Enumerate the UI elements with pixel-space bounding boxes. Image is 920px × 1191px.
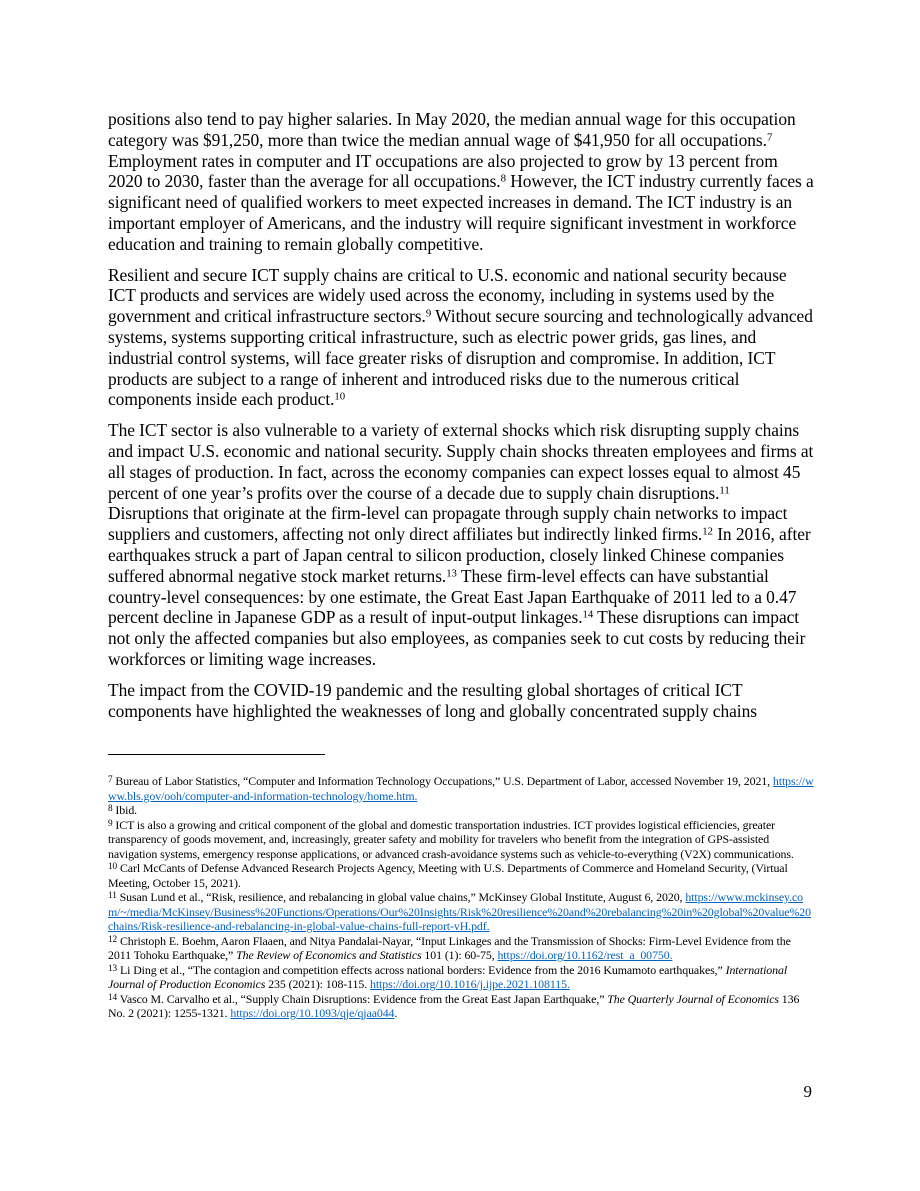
text-run: Resilient and secure ICT supply chains are critical to U.S. economic and national security because ICT products and services are widely used across the economy, including in systems used by the government and critical infrastructure sectors. [108, 264, 787, 327]
citation-link[interactable]: https://www.bls.gov/ooh/computer-and-information-technology/home.htm. [108, 774, 814, 803]
footnote-reference: 7 [108, 774, 113, 785]
footnote-reference: 8 [108, 803, 113, 814]
text-run: Vasco M. Carvalho et al., “Supply Chain Disruptions: Evidence from the Great East Japan Earthquake,” [117, 991, 608, 1006]
text-run: In 2016, after earthquakes struck a part of Japan central to silicon production, closely linked Chinese companies suffered abnormal negative stock market returns. [108, 524, 811, 586]
footnote-reference: 8 [500, 173, 506, 185]
body-paragraph [108, 265, 814, 411]
text-run: Carl McCants of Defense Advanced Research Projects Agency, Meeting with U.S. Departments of Commerce and Homeland Security, (Virtual Meeting, October 15, 2021). [108, 861, 788, 890]
footnote-reference: 13 [446, 567, 457, 580]
text-run: 136 No. 2 (2021): 1255-1321. [108, 991, 800, 1020]
footnotes [108, 774, 814, 1021]
text-run: 235 (2021): 108-115. [265, 977, 370, 991]
body-paragraph [108, 680, 814, 722]
footnote [108, 992, 814, 1021]
footnote-reference: 10 [108, 861, 118, 872]
footnote-reference: 9 [108, 818, 113, 829]
text-run: Li Ding et al., “The contagion and competition effects across national borders: Evidence from the 2016 Kumamoto earthquakes,” [117, 962, 726, 977]
publication-title: The Quarterly Journal of Economics [607, 991, 779, 1006]
text-run: 101 (1): 60-75, [421, 948, 498, 962]
text-run: Employment rates in computer and IT occupations are also projected to grow by 13 percent from 2020 to 2030, faster than the average for all occupations. [108, 150, 778, 192]
publication-title: The Review of Economics and Statistics [236, 948, 422, 962]
footnote-separator [108, 754, 325, 755]
citation-link[interactable]: https://doi.org/10.1162/rest_a_00750. [497, 948, 673, 962]
body-text [108, 109, 814, 731]
footnote-reference: 11 [108, 890, 117, 901]
text-run: positions also tend to pay higher salaries. In May 2020, the median annual wage for this occupation category was $91,250, more than twice the median annual wage of $41,950 for all occupations. [108, 109, 796, 150]
citation-link[interactable]: https://doi.org/10.1016/j.ijpe.2021.108115. [370, 977, 570, 991]
footnote-reference: 12 [702, 525, 713, 538]
footnote [108, 774, 814, 803]
text-run: The impact from the COVID-19 pandemic and the resulting global shortages of critical ICT components have highlighted the weaknesses of long and globally concentrated supply chains [108, 679, 757, 721]
text-run: However, the ICT industry currently faces a significant need of qualified workers to meet expected increases in demand. The ICT industry is an important employer of Americans, and the industry will require significant investment in workforce education and training to remain globally competitive. [108, 171, 814, 254]
footnote-reference: 14 [108, 992, 118, 1003]
footnote-reference: 13 [108, 963, 118, 974]
footnote-reference: 14 [582, 608, 594, 621]
footnote [108, 803, 814, 818]
page-number: 9 [803, 1082, 812, 1101]
text-run: The ICT sector is also vulnerable to a variety of external shocks which risk disrupting supply chains and impact U.S. economic and national security. Supply chain shocks threaten employees and firms at all stages of production. In fact, across the economy companies can expect losses equal to almost 45 percent of one year’s profits over the course of a decade due to supply chain disruptions. [108, 420, 814, 503]
footnote [108, 890, 814, 934]
text-run: . [394, 1006, 398, 1020]
body-paragraph [108, 420, 814, 670]
publication-title: International Journal of Production Economics [108, 962, 788, 991]
footnote-reference: 11 [719, 484, 730, 497]
footnote [108, 963, 814, 992]
text-run: ICT is also a growing and critical component of the global and domestic transportation industries. ICT provides logistical efficiencies, greater transparency of goods movement, and, increasingly, greater safety and mobility for travelers who benefit from the integration of GPS-assisted navigation systems, emergency response applications, or advanced crash-avoidance systems such as vehicle-to-everything (V2X) communications. [108, 817, 794, 861]
footnote-reference: 10 [334, 390, 346, 403]
text-run: These firm-level effects can have substantial country-level consequences: by one estimate, the Great East Japan Earthquake of 2011 led to a 0.47 percent decline in Japanese GDP as a result of input-output linkages. [108, 565, 797, 628]
text-run: Disruptions that originate at the firm-level can propagate through supply chain networks to impact suppliers and customers, affecting not only direct affiliates but indirectly linked firms. [108, 503, 788, 545]
text-run: Ibid. [112, 803, 138, 817]
citation-link[interactable]: https://www.mckinsey.com/~/media/McKinsey/Business%20Functions/Operations/Our%20Insights/Risk%20resilience%20and%20rebalancing%20in%20global%20value%20chains/Risk-resilience-and-rebalancing-in-global-value-chains-full-report-vH.pdf. [108, 890, 811, 933]
footnote-reference: 12 [108, 934, 118, 945]
text-run: Christoph E. Boehm, Aaron Flaaen, and Nitya Pandalai-Nayar, “Input Linkages and the Transmission of Shocks: Firm-Level Evidence from the 2011 Tohoku Earthquake,” [108, 933, 791, 962]
footnote-reference: 9 [425, 307, 432, 320]
footnote-reference: 7 [766, 131, 773, 144]
footnote [108, 818, 814, 862]
footnote [108, 934, 814, 963]
text-run: Bureau of Labor Statistics, “Computer and Information Technology Occupations,” U.S. Department of Labor, accessed November 19, 2021, [112, 774, 773, 788]
citation-link[interactable]: https://doi.org/10.1093/qje/qjaa044 [230, 1006, 395, 1020]
text-run: Without secure sourcing and technologically advanced systems, systems supporting critical infrastructure, such as electric power grids, gas lines, and industrial control systems, will face greater risks of disruption and compromise. In addition, ICT products are subject to a range of inherent and introduced risks due to the numerous critical components inside each product. [108, 306, 813, 410]
text-run: These disruptions can impact not only the affected companies but also employees, as companies seek to cut costs by reducing their workforces or limiting wage increases. [108, 607, 806, 669]
text-run: Susan Lund et al., “Risk, resilience, and rebalancing in global value chains,” McKinsey Global Institute, August 6, 2020, [116, 890, 686, 904]
body-paragraph [108, 109, 814, 255]
footnote [108, 861, 814, 890]
